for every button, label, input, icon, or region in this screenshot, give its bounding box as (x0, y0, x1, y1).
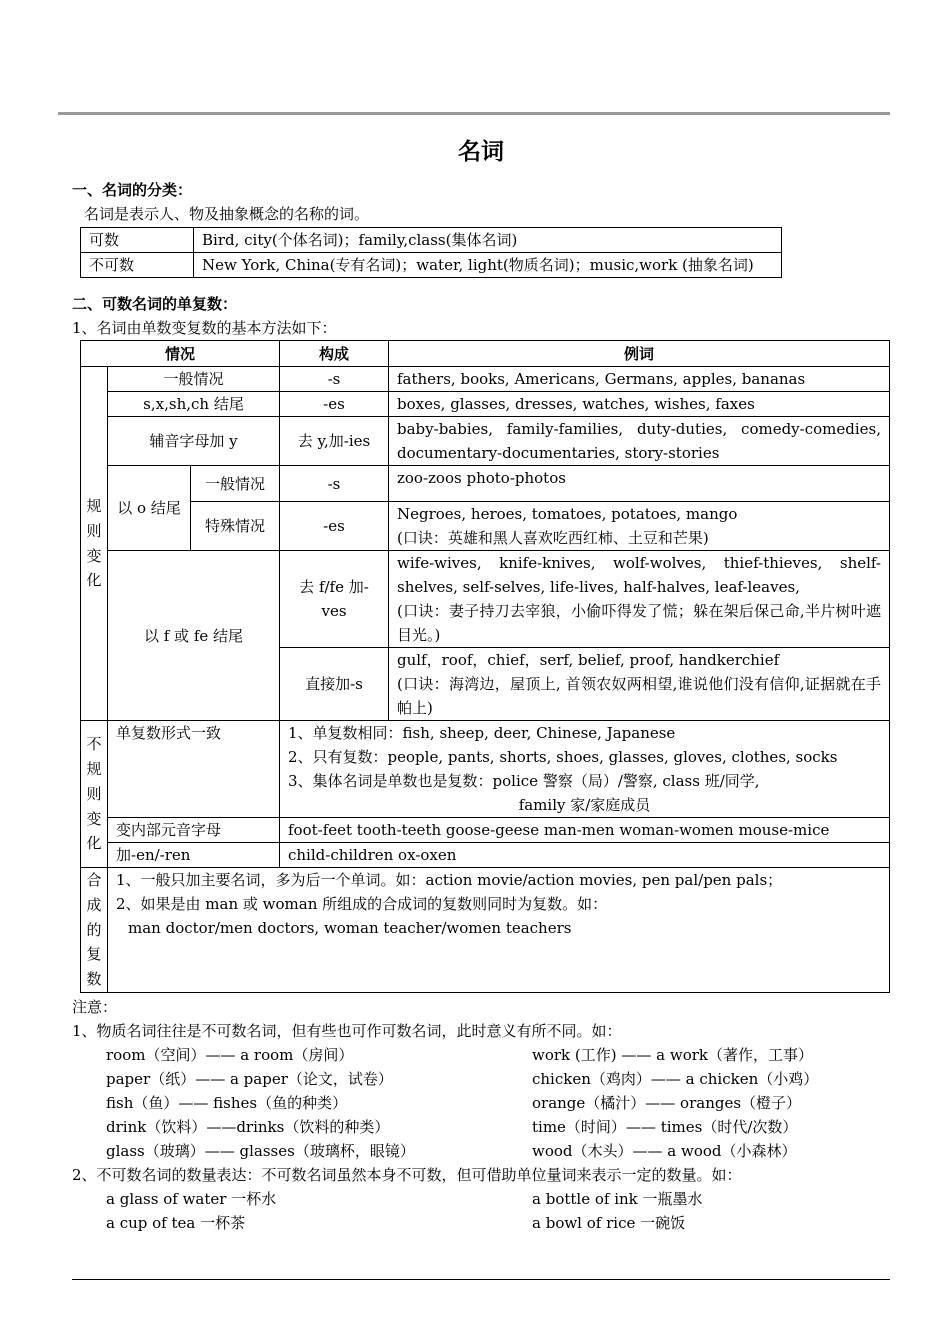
document-body (72, 136, 890, 1235)
table-cell (280, 721, 890, 818)
pair-right: time（时间）—— times（时代/次数） (532, 1117, 798, 1136)
table-cell: 单复数形式一致 (108, 721, 280, 818)
compound-label: 合成的复数 (81, 868, 108, 993)
regular-label: 规则变化 (81, 367, 108, 721)
top-rule (58, 112, 890, 115)
table-cell: 辅音字母加 y (108, 417, 280, 466)
table-cell: -s (280, 367, 389, 392)
table-cell: 加-en/-ren (108, 843, 280, 868)
table-cell: fathers, books, Americans, Germans, apples, bananas (389, 367, 890, 392)
table-cell: 去 f/fe 加-ves (280, 551, 389, 648)
table-row (81, 551, 890, 648)
notes-label: 注意： (72, 997, 118, 1016)
mnemonic-text: (口诀：海湾边，屋顶上, 首领农奴两相望,谁说他们没有信仰,证据就在手帕上) (397, 675, 881, 718)
example-text: gulf，roof，chief，serf, belief, proof, handkerchief (397, 651, 780, 670)
pair-left: paper（纸）—— a paper（论文，试卷） (106, 1069, 393, 1088)
pair-left: glass（玻璃）—— glasses（玻璃杯，眼镜） (106, 1141, 415, 1160)
list-item: family 家/家庭成员 (518, 796, 651, 815)
table-cell: -s (280, 466, 389, 502)
table-row (81, 818, 890, 843)
plural-rules-table (80, 340, 890, 993)
table-cell: 可数 (81, 228, 194, 253)
pair-left: fish（鱼）—— fishes（鱼的种类） (106, 1093, 348, 1112)
mnemonic-text: (口诀：英雄和黑人喜欢吃西红柿、土豆和芒果) (397, 529, 709, 548)
plurals-subheading: 1、名词由单数变复数的基本方法如下： (72, 319, 337, 338)
table-cell: -es (280, 392, 389, 417)
irregular-label: 不规则变化 (81, 721, 108, 868)
section-heading-classification: 一、名词的分类： (72, 181, 193, 200)
header-case: 情况 (81, 341, 280, 367)
table-cell (108, 868, 890, 993)
list-item (72, 1043, 890, 1067)
list-item (72, 1091, 890, 1115)
list-item (72, 1187, 890, 1211)
table-row (81, 417, 890, 466)
example-text: Negroes, heroes, tomatoes, potatoes, mango (397, 505, 738, 524)
table-row (81, 367, 890, 392)
list-item: 2、只有复数：people, pants, shorts, shoes, glasses, gloves, clothes, socks (288, 748, 838, 767)
pair-left: a cup of tea 一杯茶 (106, 1213, 246, 1232)
mnemonic-text: (口诀：妻子持刀去宰狼，小偷吓得发了慌；躲在架后保己命,半片树叶遮目光。) (397, 602, 881, 645)
header-form: 构成 (280, 341, 389, 367)
bottom-rule (72, 1279, 890, 1280)
table-cell: 不可数 (81, 253, 194, 278)
table-row (81, 868, 890, 993)
table-cell (389, 502, 890, 551)
table-cell: 一般情况 (108, 367, 280, 392)
table-cell: 以 f 或 fe 结尾 (108, 551, 280, 721)
pair-right: a bottle of ink 一瓶墨水 (532, 1189, 703, 1208)
table-cell: 特殊情况 (191, 502, 280, 551)
table-header-row (81, 341, 890, 367)
table-cell: s,x,sh,ch 结尾 (108, 392, 280, 417)
pair-right: work (工作) —— a work（著作，工事） (532, 1045, 813, 1064)
pair-right: a bowl of rice 一碗饭 (532, 1213, 686, 1232)
table-row (81, 466, 890, 502)
pair-left: a glass of water 一杯水 (106, 1189, 277, 1208)
list-item: 3、集体名词是单数也是复数：police 警察（局）/警察, class 班/同学, (288, 772, 760, 791)
table-row (81, 228, 782, 253)
table-row (81, 392, 890, 417)
note-2: 2、不可数名词的数量表达：不可数名词虽然本身不可数，但可借助单位量词来表示一定的数量。如： (72, 1165, 742, 1184)
table-cell (389, 551, 890, 648)
table-cell: baby-babies, family-families, duty-duties, comedy-comedies, documentary-documentaries, story-stories (389, 417, 890, 466)
section-heading-plurals: 二、可数名词的单复数： (72, 295, 238, 314)
pair-left: drink（饮料）——drinks（饮料的种类） (106, 1117, 390, 1136)
table-cell: Bird, city(个体名词)；family,class(集体名词) (194, 228, 782, 253)
list-item: 1、单复数相同：fish, sheep, deer, Chinese, Japanese (288, 724, 676, 743)
table-cell: boxes, glasses, dresses, watches, wishes, faxes (389, 392, 890, 417)
table-cell: 去 y,加-ies (280, 417, 389, 466)
pair-right: orange（橘汁）—— oranges（橙子） (532, 1093, 802, 1112)
table-cell: zoo-zoos photo-photos (389, 466, 890, 502)
list-item (72, 1139, 890, 1163)
table-row (81, 843, 890, 868)
table-cell (389, 648, 890, 721)
list-item: 2、如果是由 man 或 woman 所组成的合成词的复数则同时为复数。如： (116, 895, 608, 914)
list-item (72, 1067, 890, 1091)
table-row (81, 253, 782, 278)
pair-right: wood（木头）—— a wood（小森林） (532, 1141, 797, 1160)
classification-intro: 名词是表示人、物及抽象概念的名称的词。 (84, 205, 370, 224)
page-title: 名词 (458, 139, 504, 165)
table-cell: 变内部元音字母 (108, 818, 280, 843)
list-item: 1、一般只加主要名词，多为后一个单词。如：action movie/action movies, pen pal/pen pals； (116, 871, 783, 890)
notes-section (72, 995, 890, 1235)
note-1: 1、物质名词往往是不可数名词，但有些也可作可数名词，此时意义有所不同。如： (72, 1021, 622, 1040)
table-cell: 以 o 结尾 (108, 466, 191, 551)
list-item: man doctor/men doctors, woman teacher/women teachers (128, 919, 572, 938)
list-item (72, 1211, 890, 1235)
table-cell: New York, China(专有名词)；water, light(物质名词)；music,work (抽象名词) (194, 253, 782, 278)
pair-left: room（空间）—— a room（房间） (106, 1045, 354, 1064)
table-cell: child-children ox-oxen (280, 843, 890, 868)
table-cell: 直接加-s (280, 648, 389, 721)
pair-right: chicken（鸡肉）—— a chicken（小鸡） (532, 1069, 819, 1088)
classification-table (80, 227, 782, 278)
header-example: 例词 (389, 341, 890, 367)
example-text: wife-wives, knife-knives, wolf-wolves, thief-thieves, shelf-shelves, self-selves, life-lives, half-halves, leaf-leaves, (397, 554, 881, 597)
table-row (81, 721, 890, 818)
list-item (72, 1115, 890, 1139)
table-cell: foot-feet tooth-teeth goose-geese man-men woman-women mouse-mice (280, 818, 890, 843)
table-cell: -es (280, 502, 389, 551)
table-cell: 一般情况 (191, 466, 280, 502)
table-row (81, 502, 890, 551)
